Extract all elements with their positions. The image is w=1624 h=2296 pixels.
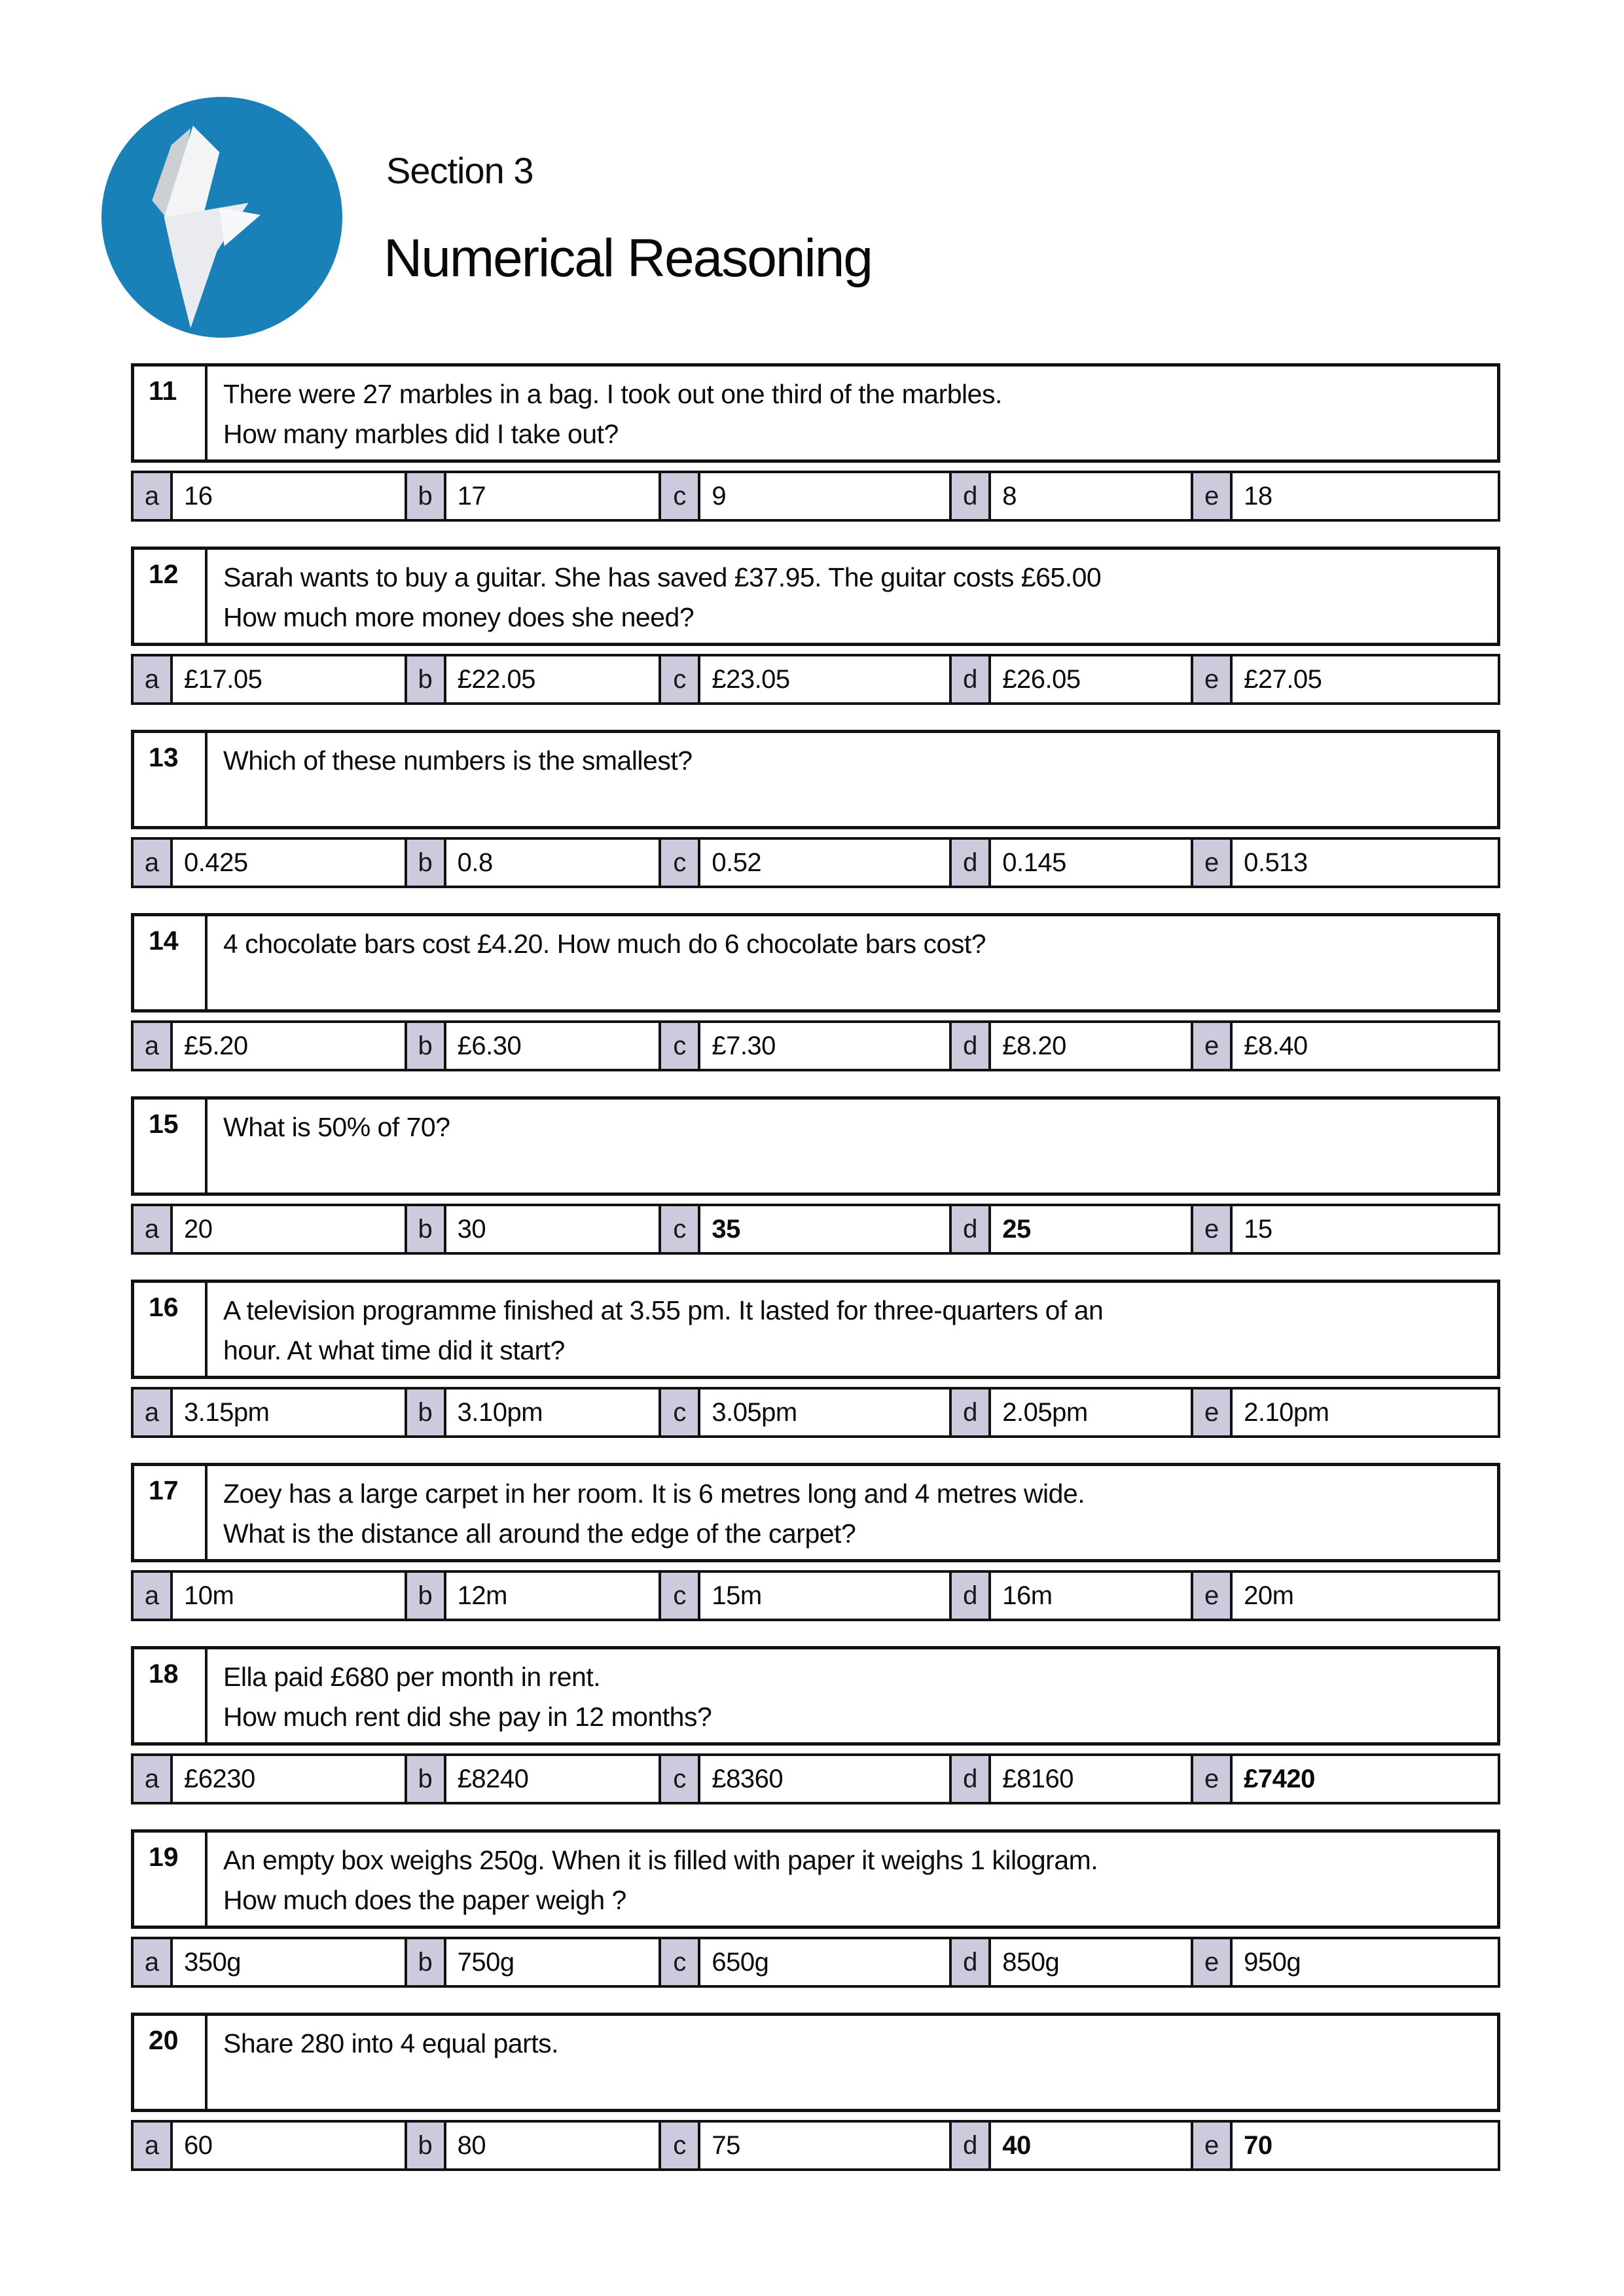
option-a [134, 1023, 405, 1069]
answer-row [131, 2120, 1500, 2171]
question-block [131, 2013, 1500, 2171]
option-letter: e [1193, 1939, 1233, 1985]
question-block [131, 1829, 1500, 1988]
option-d [949, 1390, 1191, 1435]
option-letter: c [661, 473, 700, 519]
question-line-1: A television programme finished at 3.55 pm. It lasted for three-quarters of an [223, 1295, 1104, 1325]
question-text [208, 1833, 1497, 1926]
answer-row [131, 837, 1500, 888]
option-letter: c [661, 1206, 700, 1252]
question-line-2: How much more money does she need? [223, 602, 695, 632]
question-text [208, 367, 1497, 459]
option-value: £17.05 [184, 664, 262, 694]
option-letter: b [407, 1390, 446, 1435]
option-d [949, 473, 1191, 519]
option-value: 350g [184, 1947, 241, 1977]
option-letter: b [407, 1573, 446, 1619]
question-line-1: What is 50% of 70? [223, 1112, 450, 1142]
option-value: 0.145 [1002, 848, 1066, 877]
question-box [131, 2013, 1500, 2112]
option-value: 60 [184, 2130, 213, 2160]
question-line-1: Zoey has a large carpet in her room. It is 6 metres long and 4 metres wide. [223, 1479, 1085, 1509]
option-e [1191, 1939, 1498, 1985]
option-value: 40 [1002, 2130, 1031, 2160]
option-letter: b [407, 1206, 446, 1252]
question-box [131, 1280, 1500, 1379]
option-a [134, 1756, 405, 1802]
option-value: £8240 [457, 1764, 529, 1793]
question-line-1: 4 chocolate bars cost £4.20. How much do 6 chocolate bars cost? [223, 929, 986, 959]
option-a [134, 473, 405, 519]
question-text [208, 916, 1497, 1009]
option-value: 15m [712, 1581, 762, 1610]
option-b [405, 1390, 659, 1435]
option-value: 25 [1002, 1214, 1031, 1244]
option-letter: c [661, 2123, 700, 2168]
question-block [131, 730, 1500, 888]
option-value: 70 [1244, 2130, 1272, 2160]
option-e [1191, 1023, 1498, 1069]
option-letter: d [952, 473, 991, 519]
option-letter: e [1193, 656, 1233, 702]
option-letter: e [1193, 1206, 1233, 1252]
question-number: 13 [134, 733, 208, 826]
answer-row [131, 471, 1500, 522]
question-block [131, 1646, 1500, 1804]
question-box [131, 1646, 1500, 1746]
option-c [659, 656, 949, 702]
option-letter: d [952, 656, 991, 702]
option-letter: e [1193, 1023, 1233, 1069]
question-text [208, 550, 1497, 643]
option-value: 850g [1002, 1947, 1060, 1977]
question-line-1: An empty box weighs 250g. When it is filled with paper it weighs 1 kilogram. [223, 1845, 1098, 1875]
question-box [131, 1829, 1500, 1929]
answer-row [131, 1020, 1500, 1071]
questions-list [131, 363, 1500, 2196]
option-letter: e [1193, 1756, 1233, 1802]
answer-row [131, 1387, 1500, 1438]
option-letter: d [952, 1023, 991, 1069]
option-letter: c [661, 840, 700, 886]
option-value: 3.10pm [457, 1397, 543, 1427]
option-letter: a [134, 656, 173, 702]
question-number: 17 [134, 1466, 208, 1559]
option-d [949, 840, 1191, 886]
option-value: £8360 [712, 1764, 784, 1793]
option-d [949, 656, 1191, 702]
option-c [659, 1756, 949, 1802]
option-value: £8160 [1002, 1764, 1074, 1793]
option-value: £7.30 [712, 1031, 776, 1060]
option-value: 15 [1244, 1214, 1272, 1244]
question-number: 18 [134, 1649, 208, 1742]
option-letter: a [134, 1390, 173, 1435]
option-letter: b [407, 656, 446, 702]
option-value: 16 [184, 481, 213, 511]
question-box [131, 547, 1500, 646]
option-letter: e [1193, 2123, 1233, 2168]
option-d [949, 1939, 1191, 1985]
question-block [131, 547, 1500, 705]
question-number: 16 [134, 1283, 208, 1376]
option-value: £26.05 [1002, 664, 1081, 694]
option-a [134, 2123, 405, 2168]
option-value: £8.20 [1002, 1031, 1066, 1060]
option-letter: a [134, 840, 173, 886]
option-value: 10m [184, 1581, 234, 1610]
option-d [949, 1023, 1191, 1069]
option-value: 0.513 [1244, 848, 1308, 877]
option-c [659, 840, 949, 886]
option-a [134, 1573, 405, 1619]
option-letter: a [134, 1939, 173, 1985]
answer-row [131, 1570, 1500, 1621]
option-value: £7420 [1244, 1764, 1315, 1793]
option-b [405, 1756, 659, 1802]
question-block [131, 363, 1500, 522]
option-value: 0.8 [457, 848, 493, 877]
option-letter: e [1193, 1573, 1233, 1619]
question-block [131, 913, 1500, 1071]
option-value: 750g [457, 1947, 514, 1977]
option-value: 0.52 [712, 848, 762, 877]
option-letter: e [1193, 840, 1233, 886]
option-d [949, 1573, 1191, 1619]
option-b [405, 2123, 659, 2168]
option-letter: e [1193, 1390, 1233, 1435]
option-letter: d [952, 1939, 991, 1985]
option-letter: a [134, 473, 173, 519]
option-b [405, 1573, 659, 1619]
question-line-1: Share 280 into 4 equal parts. [223, 2028, 559, 2058]
option-c [659, 473, 949, 519]
option-d [949, 1206, 1191, 1252]
option-value: £23.05 [712, 664, 790, 694]
option-b [405, 840, 659, 886]
option-e [1191, 1573, 1498, 1619]
question-number: 11 [134, 367, 208, 459]
option-letter: e [1193, 473, 1233, 519]
option-value: 2.10pm [1244, 1397, 1329, 1427]
option-value: 12m [457, 1581, 507, 1610]
question-text [208, 1466, 1497, 1559]
origami-bird-logo-icon [101, 97, 342, 338]
section-label: Section 3 [386, 150, 533, 191]
option-c [659, 1390, 949, 1435]
question-box [131, 363, 1500, 463]
option-e [1191, 656, 1498, 702]
option-a [134, 1206, 405, 1252]
question-number: 19 [134, 1833, 208, 1926]
question-box [131, 1463, 1500, 1562]
option-b [405, 473, 659, 519]
option-value: 950g [1244, 1947, 1301, 1977]
option-b [405, 1939, 659, 1985]
option-letter: b [407, 840, 446, 886]
option-letter: c [661, 1756, 700, 1802]
option-letter: c [661, 1573, 700, 1619]
option-value: 20m [1244, 1581, 1294, 1610]
question-text [208, 733, 1497, 826]
option-value: 3.15pm [184, 1397, 270, 1427]
option-a [134, 1939, 405, 1985]
option-value: 80 [457, 2130, 486, 2160]
option-value: 18 [1244, 481, 1272, 511]
question-box [131, 913, 1500, 1013]
option-a [134, 656, 405, 702]
question-block [131, 1463, 1500, 1621]
option-letter: d [952, 840, 991, 886]
option-e [1191, 2123, 1498, 2168]
option-letter: c [661, 656, 700, 702]
option-letter: d [952, 1573, 991, 1619]
option-letter: d [952, 1206, 991, 1252]
option-value: 75 [712, 2130, 740, 2160]
option-value: £6.30 [457, 1031, 522, 1060]
question-line-1: There were 27 marbles in a bag. I took out one third of the marbles. [223, 379, 1002, 409]
question-text [208, 1283, 1497, 1376]
option-e [1191, 1756, 1498, 1802]
option-value: 2.05pm [1002, 1397, 1088, 1427]
option-value: £5.20 [184, 1031, 248, 1060]
answer-row [131, 1753, 1500, 1804]
option-letter: d [952, 1390, 991, 1435]
option-value: £22.05 [457, 664, 536, 694]
question-text [208, 2016, 1497, 2109]
question-line-2: How many marbles did I take out? [223, 419, 619, 449]
question-line-1: Ella paid £680 per month in rent. [223, 1662, 601, 1692]
option-letter: b [407, 1939, 446, 1985]
option-value: £27.05 [1244, 664, 1322, 694]
option-c [659, 1939, 949, 1985]
option-letter: a [134, 2123, 173, 2168]
page-title: Numerical Reasoning [384, 228, 872, 288]
question-line-2: What is the distance all around the edge of the carpet? [223, 1518, 856, 1549]
question-block [131, 1096, 1500, 1255]
option-letter: b [407, 473, 446, 519]
option-letter: a [134, 1756, 173, 1802]
option-b [405, 1023, 659, 1069]
option-value: 17 [457, 481, 486, 511]
option-letter: b [407, 1756, 446, 1802]
option-e [1191, 473, 1498, 519]
option-b [405, 656, 659, 702]
option-e [1191, 1390, 1498, 1435]
option-value: £6230 [184, 1764, 255, 1793]
option-letter: a [134, 1023, 173, 1069]
option-letter: d [952, 1756, 991, 1802]
option-value: 30 [457, 1214, 486, 1244]
question-box [131, 1096, 1500, 1196]
option-value: 3.05pm [712, 1397, 797, 1427]
question-line-2: How much rent did she pay in 12 months? [223, 1702, 712, 1732]
question-number: 20 [134, 2016, 208, 2109]
option-value: 650g [712, 1947, 769, 1977]
question-number: 12 [134, 550, 208, 643]
question-line-2: How much does the paper weigh ? [223, 1885, 626, 1915]
question-line-1: Which of these numbers is the smallest? [223, 745, 693, 776]
option-letter: b [407, 1023, 446, 1069]
option-c [659, 2123, 949, 2168]
option-letter: a [134, 1206, 173, 1252]
option-e [1191, 840, 1498, 886]
option-c [659, 1206, 949, 1252]
option-value: 8 [1002, 481, 1017, 511]
question-box [131, 730, 1500, 829]
option-value: 16m [1002, 1581, 1053, 1610]
question-text [208, 1649, 1497, 1742]
answer-row [131, 654, 1500, 705]
option-a [134, 1390, 405, 1435]
option-c [659, 1573, 949, 1619]
option-letter: c [661, 1023, 700, 1069]
option-letter: c [661, 1390, 700, 1435]
option-a [134, 840, 405, 886]
option-value: 9 [712, 481, 727, 511]
question-number: 15 [134, 1100, 208, 1193]
question-number: 14 [134, 916, 208, 1009]
question-block [131, 1280, 1500, 1438]
option-value: 20 [184, 1214, 213, 1244]
option-b [405, 1206, 659, 1252]
option-c [659, 1023, 949, 1069]
option-letter: d [952, 2123, 991, 2168]
question-line-1: Sarah wants to buy a guitar. She has saved £37.95. The guitar costs £65.00 [223, 562, 1102, 592]
answer-row [131, 1204, 1500, 1255]
question-text [208, 1100, 1497, 1193]
answer-row [131, 1937, 1500, 1988]
option-d [949, 1756, 1191, 1802]
option-value: 35 [712, 1214, 740, 1244]
option-d [949, 2123, 1191, 2168]
option-value: 0.425 [184, 848, 248, 877]
option-letter: b [407, 2123, 446, 2168]
question-line-2: hour. At what time did it start? [223, 1335, 565, 1365]
option-e [1191, 1206, 1498, 1252]
option-letter: a [134, 1573, 173, 1619]
option-value: £8.40 [1244, 1031, 1308, 1060]
option-letter: c [661, 1939, 700, 1985]
